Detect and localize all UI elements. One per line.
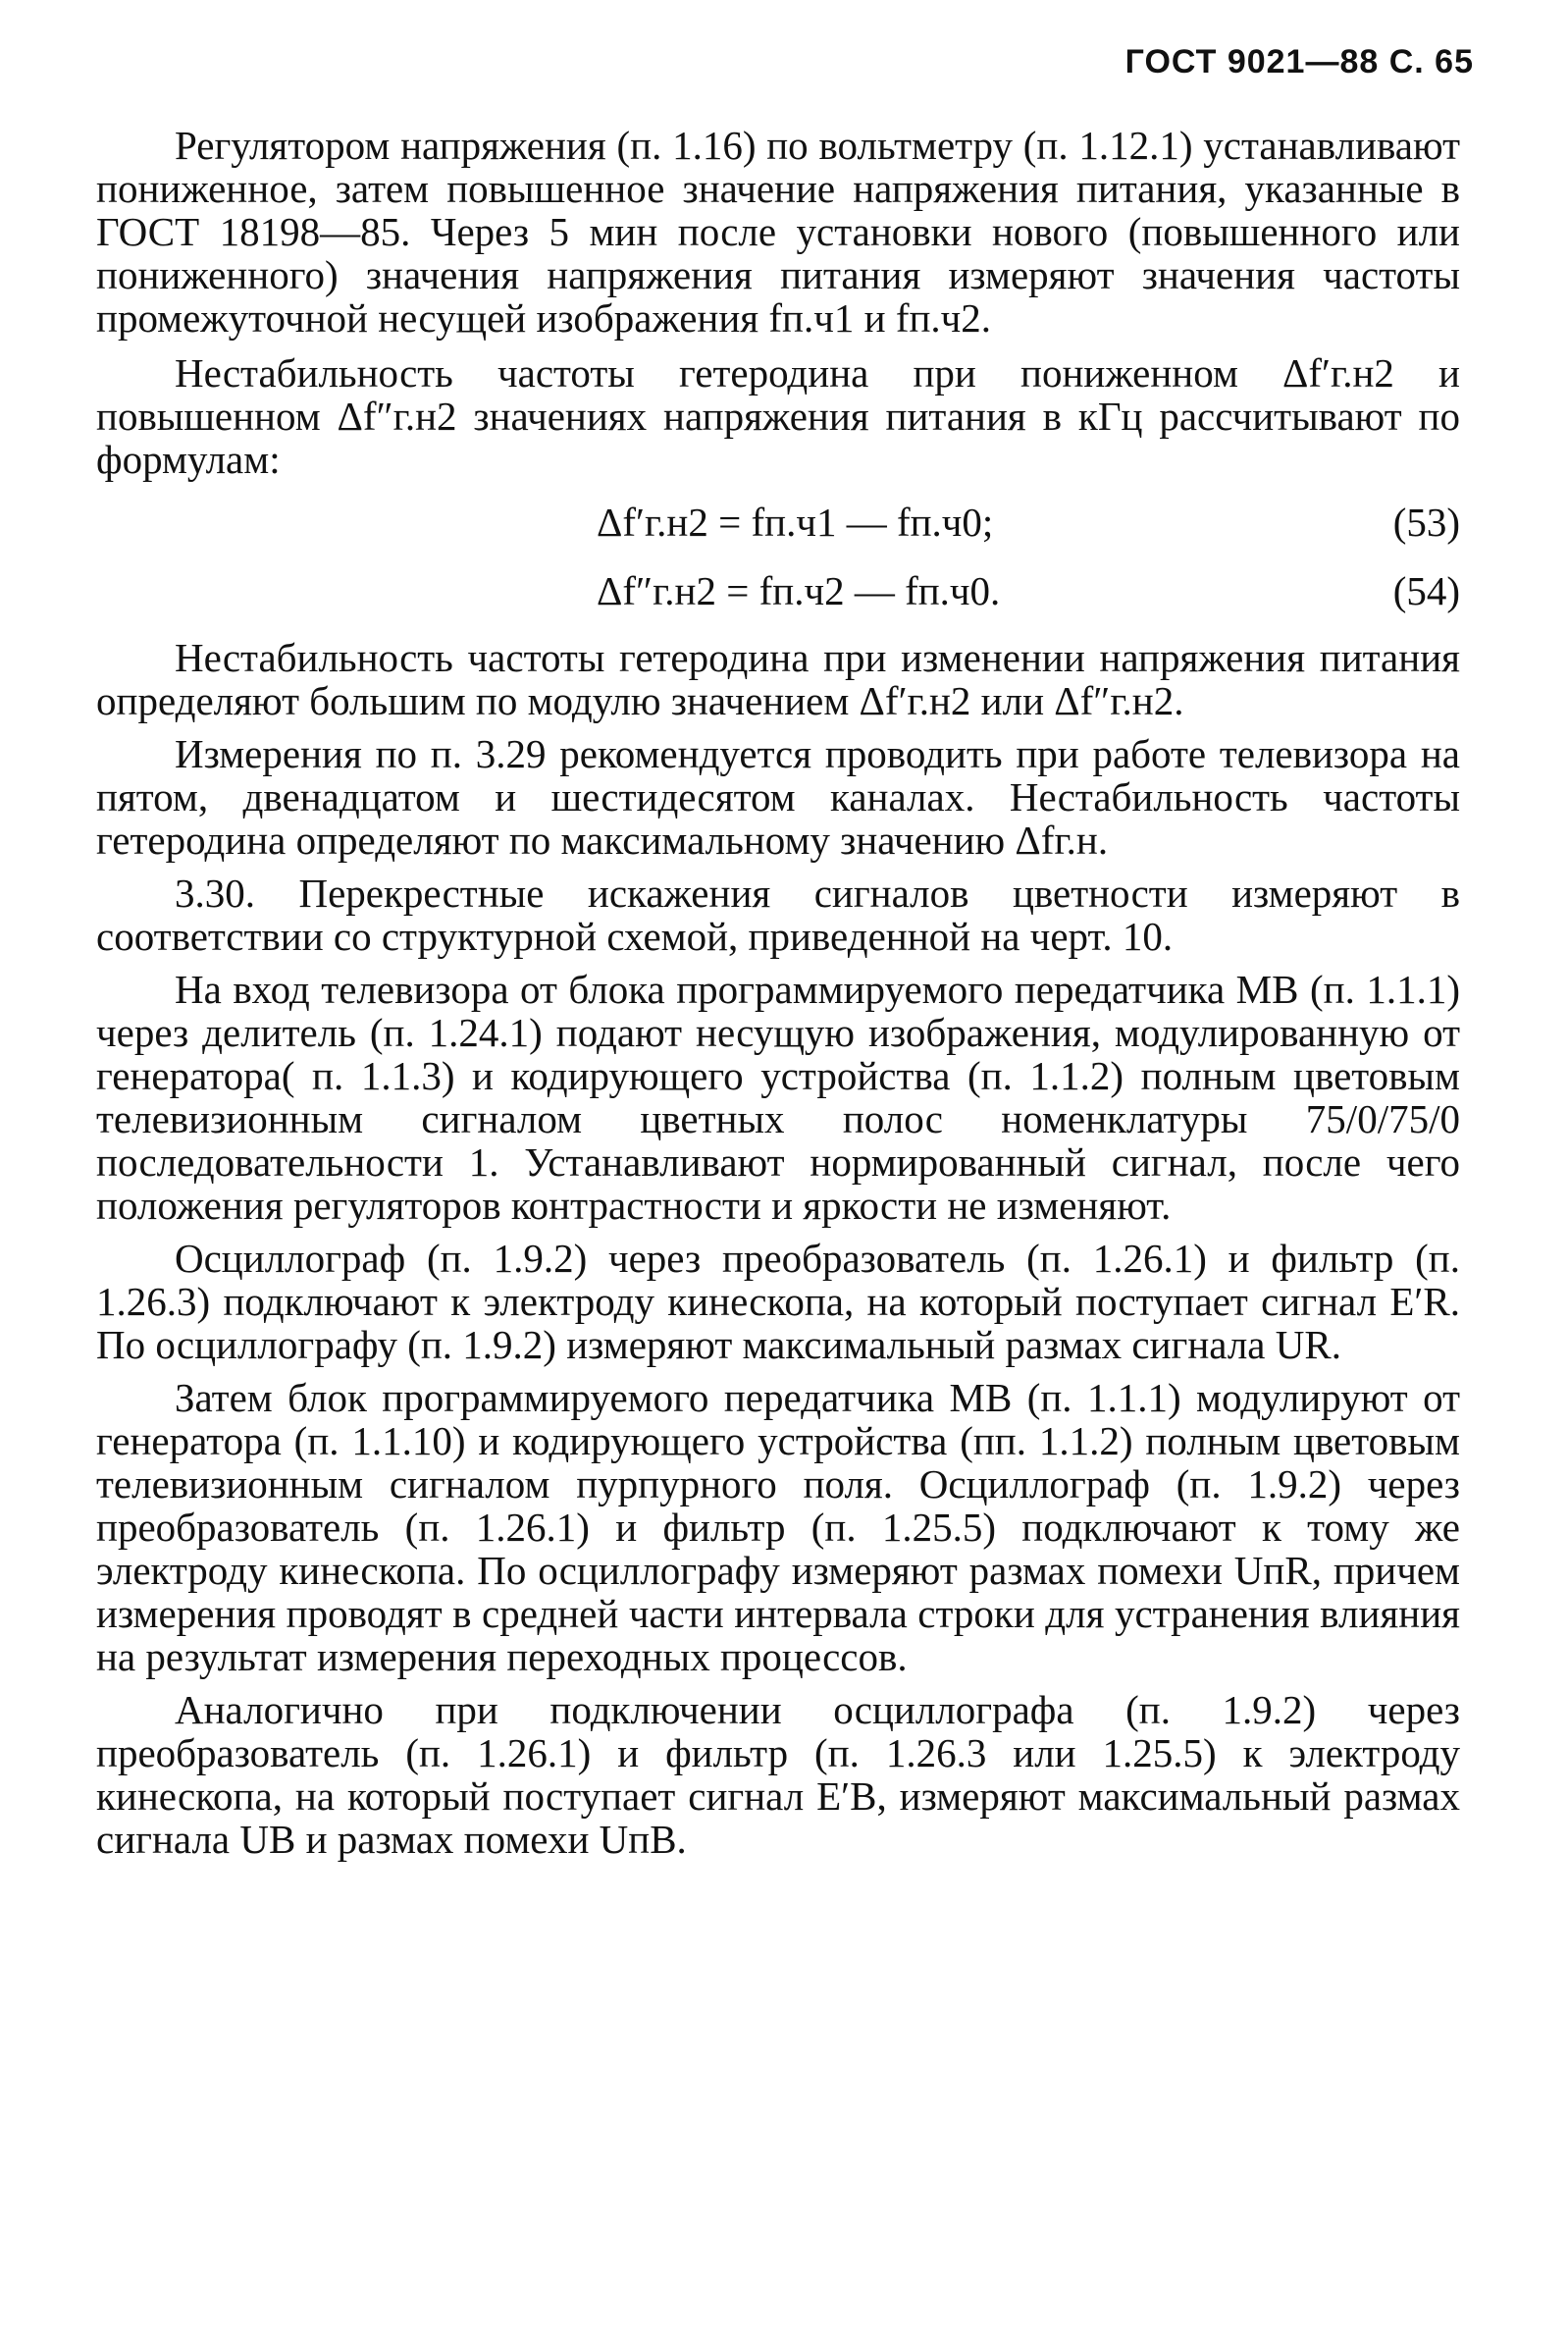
paragraph-voltage-setting: Регулятором напряжения (п. 1.16) по вольтметру (п. 1.12.1) устанавливают пониженное, затем повышенное значение напряжения питания, указанные в ГОСТ 18198—85. Через 5 мин после установки нового (повышенного или пониженного) значения напряжения питания измеряют значения частоты промежуточной несущей изображения fп.ч1 и fп.ч2.	[96, 123, 1460, 341]
paragraph-section-3-30: 3.30. Перекрестные искажения сигналов цветности измеряют в соответствии со структурной схемой, приведенной на черт. 10.	[96, 871, 1460, 959]
paragraph-purple-field: Затем блок программируемого передатчика МВ (п. 1.1.1) модулируют от генератора (п. 1.1.10) и кодирующего устройства (пп. 1.1.2) полным цветовым телевизионным сигналом пурпурного поля. Осциллограф (п. 1.9.2) через преобразователь (п. 1.26.1) и фильтр (п. 1.25.5) подключают к тому же электроду кинескопа. По осциллографу измеряют размах помехи UпR, причем измерения проводят в средней части интервала строки для устранения влияния на результат измерения переходных процессов.	[96, 1375, 1460, 1679]
formula-53-expression: Δf′г.н2 = fп.ч1 — fп.ч0;	[597, 500, 994, 545]
paragraph-oscilloscope-r: Осциллограф (п. 1.9.2) через преобразователь (п. 1.26.1) и фильтр (п. 1.26.3) подключают к электроду кинескопа, на который поступает сигнал E′R. По осциллографу (п. 1.9.2) измеряют максимальный размах сигнала UR.	[96, 1236, 1460, 1367]
paragraph-instability-definition: Нестабильность частоты гетеродина при изменении напряжения питания определяют большим по модулю значением Δf′г.н2 или Δf″г.н2.	[96, 635, 1460, 723]
formula-54-expression: Δf″г.н2 = fп.ч2 — fп.ч0.	[597, 568, 1001, 613]
paragraph-oscilloscope-b: Аналогично при подключении осциллографа (п. 1.9.2) через преобразователь (п. 1.26.1) и фильтр (п. 1.26.3 или 1.25.5) к электроду кинескопа, на который поступает сигнал E′B, измеряют максимальный размах сигнала UB и размах помехи UпB.	[96, 1687, 1460, 1862]
formula-54-number: (54)	[1392, 568, 1460, 613]
formula-53-number: (53)	[1392, 500, 1460, 545]
page-body	[96, 124, 1460, 1871]
running-head: ГОСТ 9021—88 С. 65	[1124, 43, 1474, 80]
formula-54	[96, 559, 1460, 628]
paragraph-tv-input-setup: На вход телевизора от блока программируемого передатчика МВ (п. 1.1.1) через делитель (п. 1.24.1) подают несущую изображения, модулированную от генератора( п. 1.1.3) и кодирующего устройства (п. 1.1.2) полным цветовым телевизионным сигналом цветных полос номенклатуры 75/0/75/0 последовательности 1. Устанавливают нормированный сигнал, после чего положения регуляторов контрастности и яркости не изменяют.	[96, 967, 1460, 1228]
formula-53	[96, 491, 1460, 559]
paragraph-measurement-channels: Измерения по п. 3.29 рекомендуется проводить при работе телевизора на пятом, двенадцатом и шестидесятом каналах. Нестабильность частоты гетеродина определяют по максимальному значению Δfг.н.	[96, 731, 1460, 863]
paragraph-instability-formulas-intro: Нестабильность частоты гетеродина при пониженном Δf′г.н2 и повышенном Δf″г.н2 значениях напряжения питания в кГц рассчитывают по формулам:	[96, 350, 1460, 482]
